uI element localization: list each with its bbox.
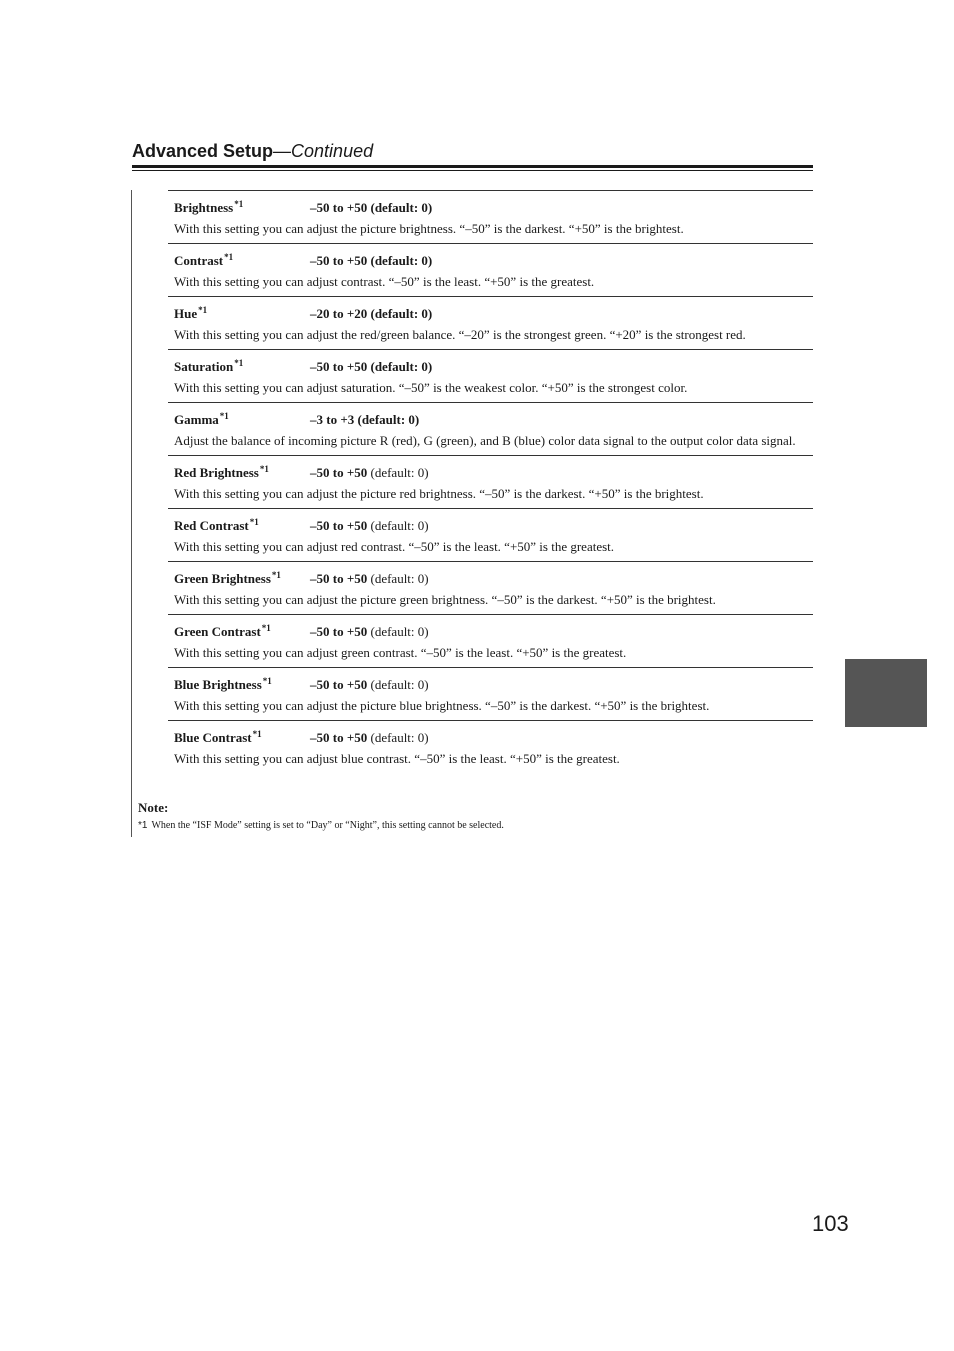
header-rule-thick [132, 165, 813, 168]
setting-description: With this setting you can adjust the picture brightness. “–50” is the darkest. “+50” is the brightest. [174, 221, 684, 236]
setting-name: Gamma$^{*1}$ [174, 411, 229, 427]
setting-range: –50 to +50 (default: 0) [310, 253, 433, 268]
setting-range: –50 to +50 (default: 0) [310, 571, 429, 586]
footnote [138, 819, 808, 833]
setting-brightness [168, 190, 813, 243]
setting-range: –50 to +50 (default: 0) [310, 359, 433, 374]
setting-range: –50 to +50 (default: 0) [310, 200, 433, 215]
setting-contrast [168, 243, 813, 296]
setting-description: Adjust the balance of incoming picture R (red), G (green), and B (blue) color data signal to the output color data signal. [174, 433, 796, 448]
setting-name: Blue Brightness$^{*1}$ [174, 676, 272, 692]
setting-saturation [168, 349, 813, 402]
setting-description: With this setting you can adjust saturation. “–50” is the weakest color. “+50” is the strongest color. [174, 380, 688, 395]
setting-blue-contrast [168, 720, 813, 773]
setting-name: Green Contrast$^{*1}$ [174, 623, 271, 639]
chapter-tab-marker [845, 659, 927, 727]
setting-gamma [168, 402, 813, 455]
setting-description: With this setting you can adjust the picture red brightness. “–50” is the darkest. “+50” is the brightest. [174, 486, 704, 501]
setting-range: –50 to +50 (default: 0) [310, 624, 429, 639]
footnote-text: When the “ISF Mode” setting is set to “Day” or “Night”, this setting cannot be selected. [151, 820, 504, 831]
setting-green-contrast [168, 614, 813, 667]
continued-label: —Continued [273, 141, 374, 161]
left-margin-rule [131, 190, 132, 837]
setting-red-contrast [168, 508, 813, 561]
setting-name: Red Contrast$^{*1}$ [174, 517, 259, 533]
page-number: 103 [812, 1211, 849, 1236]
section-title: Advanced Setup [132, 141, 274, 161]
setting-blue-brightness [168, 667, 813, 720]
setting-description: With this setting you can adjust the picture blue brightness. “–50” is the darkest. “+50” is the brightest. [174, 698, 710, 713]
setting-green-brightness [168, 561, 813, 614]
setting-range: –50 to +50 (default: 0) [310, 677, 429, 692]
setting-name: Red Brightness$^{*1}$ [174, 464, 269, 480]
setting-range: –50 to +50 (default: 0) [310, 518, 429, 533]
page-header [132, 140, 813, 162]
note-section [138, 800, 808, 833]
setting-range: –50 to +50 (default: 0) [310, 465, 429, 480]
setting-name: Contrast$^{*1}$ [174, 252, 234, 268]
setting-description: With this setting you can adjust green contrast. “–50” is the least. “+50” is the greatest. [174, 645, 627, 660]
setting-range: –3 to +3 (default: 0) [310, 412, 420, 427]
setting-hue [168, 296, 813, 349]
setting-range: –50 to +50 (default: 0) [310, 730, 429, 745]
setting-name: Green Brightness$^{*1}$ [174, 570, 281, 586]
setting-name: Blue Contrast$^{*1}$ [174, 729, 262, 745]
setting-description: With this setting you can adjust blue contrast. “–50” is the least. “+50” is the greatest. [174, 751, 620, 766]
setting-range: –20 to +20 (default: 0) [310, 306, 433, 321]
setting-description: With this setting you can adjust contrast. “–50” is the least. “+50” is the greatest. [174, 274, 595, 289]
footnote-mark: *1 [138, 820, 148, 831]
setting-description: With this setting you can adjust red contrast. “–50” is the least. “+50” is the greatest. [174, 539, 615, 554]
note-label: Note: [138, 800, 169, 815]
setting-description: With this setting you can adjust the red/green balance. “–20” is the strongest green. “+20” is the strongest red. [174, 327, 746, 342]
setting-description: With this setting you can adjust the picture green brightness. “–50” is the darkest. “+50” is the brightest. [174, 592, 716, 607]
settings-list [168, 190, 813, 773]
setting-name: Hue$^{*1}$ [174, 305, 208, 321]
setting-name: Brightness$^{*1}$ [174, 199, 244, 215]
setting-name: Saturation$^{*1}$ [174, 358, 244, 374]
setting-red-brightness [168, 455, 813, 508]
header-rule-thin [132, 170, 813, 171]
